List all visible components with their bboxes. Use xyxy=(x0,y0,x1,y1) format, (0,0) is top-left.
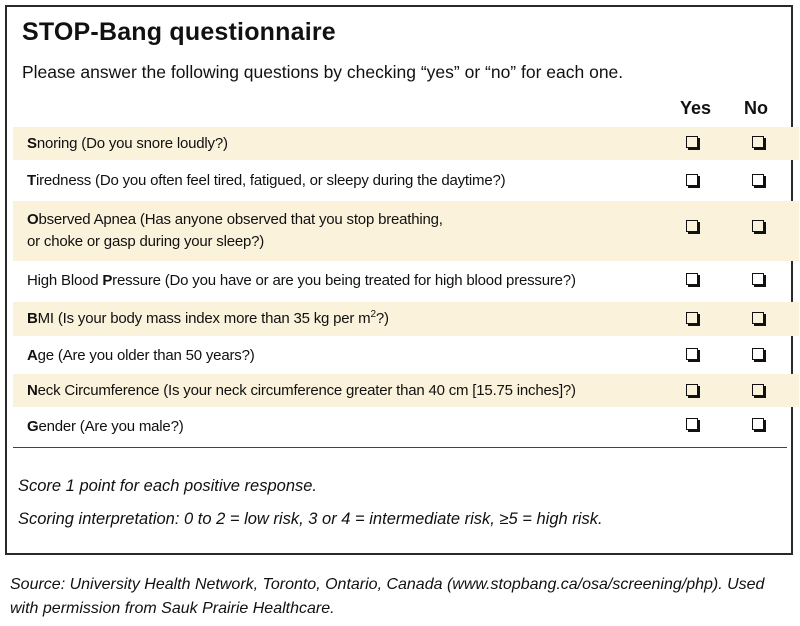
question-row-observed-apnea xyxy=(13,201,799,261)
age-yes-checkbox[interactable] xyxy=(686,348,698,360)
snoring-yes-checkbox[interactable] xyxy=(686,136,698,148)
neck-no-checkbox[interactable] xyxy=(752,384,764,396)
no-column-header: No xyxy=(744,98,768,118)
question-text: Snoring (Do you snore loudly?) xyxy=(27,134,228,152)
instructions-text: Please answer the following questions by checking “yes” or “no” for each one. xyxy=(22,62,624,82)
neck-yes-checkbox[interactable] xyxy=(686,384,698,396)
divider xyxy=(13,447,787,448)
tiredness-no-checkbox[interactable] xyxy=(752,174,764,186)
source-citation: Source: University Health Network, Toronto, Ontario, Canada (www.stopbang.ca/osa/screening/php). Used with permission from Sauk Prairie Healthcare. xyxy=(10,576,765,617)
tiredness-yes-checkbox[interactable] xyxy=(686,174,698,186)
gender-no-checkbox[interactable] xyxy=(752,418,764,430)
snoring-no-checkbox[interactable] xyxy=(752,136,764,148)
blood-pressure-yes-checkbox[interactable] xyxy=(686,273,698,285)
question-text: Observed Apnea (Has anyone observed that you stop breathing, or choke or gasp during your sleep?) xyxy=(27,211,443,250)
question-text: High Blood Pressure (Do you have or are you being treated for high blood pressure?) xyxy=(27,272,576,289)
question-row-age xyxy=(13,339,799,372)
scoring-note: Score 1 point for each positive response. xyxy=(18,477,318,495)
scoring-interpretation: Scoring interpretation: 0 to 2 = low risk, 3 or 4 = intermediate risk, ≥5 = high risk. xyxy=(18,510,603,528)
question-text: BMI (Is your body mass index more than 35 kg per $m^2$?) xyxy=(27,309,389,327)
question-row-tiredness xyxy=(13,164,799,197)
question-row-bmi xyxy=(13,302,799,336)
question-text: Neck Circumference (Is your neck circumference greater than 40 cm [15.75 inches]?) xyxy=(27,381,576,399)
question-text: Tiredness (Do you often feel tired, fatigued, or sleepy during the daytime?) xyxy=(27,171,506,189)
yes-column-header: Yes xyxy=(680,98,712,118)
blood-pressure-no-checkbox[interactable] xyxy=(752,273,764,285)
bmi-no-checkbox[interactable] xyxy=(752,312,764,324)
question-row-neck-circumference xyxy=(13,374,799,407)
question-text: Age (Are you older than 50 years?) xyxy=(27,346,255,364)
question-row-blood-pressure xyxy=(13,264,799,298)
observed-apnea-yes-checkbox[interactable] xyxy=(686,220,698,232)
page-title: STOP-Bang questionnaire xyxy=(22,18,336,46)
bmi-yes-checkbox[interactable] xyxy=(686,312,698,324)
question-row-snoring xyxy=(13,127,799,160)
question-row-gender xyxy=(13,410,799,443)
gender-yes-checkbox[interactable] xyxy=(686,418,698,430)
observed-apnea-no-checkbox[interactable] xyxy=(752,220,764,232)
age-no-checkbox[interactable] xyxy=(752,348,764,360)
question-text: Gender (Are you male?) xyxy=(27,417,184,435)
